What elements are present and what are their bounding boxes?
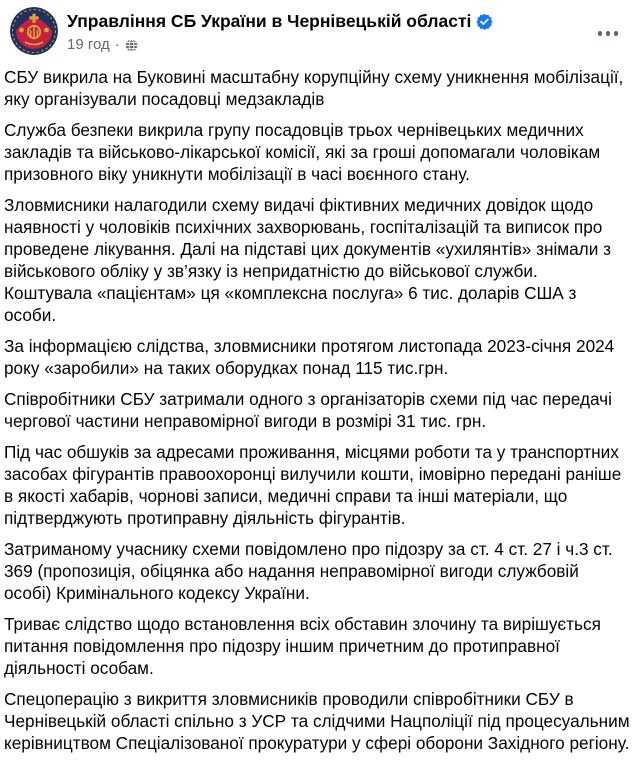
page-avatar[interactable] [10, 7, 58, 55]
post-header [0, 0, 638, 55]
post-paragraph: Співробітники СБУ затримали одного з організаторів схеми під час передачі чергової частини неправомірної вигоди в розмірі 31 тис. грн. [4, 389, 612, 431]
timestamp-link[interactable]: 19 год [67, 36, 110, 53]
page-name-link[interactable]: Управління СБ України в Чернівецькій області [67, 11, 472, 31]
meta-separator: · [114, 36, 120, 53]
more-options-icon [598, 31, 603, 36]
post-text [0, 55, 638, 764]
post-paragraph: Під час обшуків за адресами проживання, місцями роботи та у транспортних засобах фігурантів правоохоронці вилучили кошти, імовірно передані раніше в якості хабарів, чорнові записи, медичні справи та інші матеріали, що підтверджують протиправну діяльність фігурантів. [4, 442, 622, 528]
post-paragraph: СБУ викрила на Буковині масштабну корупційну схему уникнення мобілізації, яку організували посадовці медзакладів [4, 67, 624, 109]
post-paragraph: Триває слідство щодо встановлення всіх обставин злочину та вирішується питання повідомлення про підозру іншим причетним до протиправної діяльності особам. [4, 614, 601, 678]
post-paragraph: Затриманому учаснику схеми повідомлено про підозру за ст. 4 ст. 27 і ч.3 ст. 369 (пропозиція, обіцянка або надання неправомірної вигоди службовій особі) Кримінального кодексу України. [4, 539, 613, 603]
verified-badge-icon [476, 13, 493, 30]
more-options-button[interactable] [590, 23, 627, 44]
post-paragraph: Спецоперацію з викриття зловмисників проводили співробітники СБУ в Чернівецькій області спільно з УСР та слідчими Нацполіції під процесуальним керівництвом Спеціалізованої прокуратури у сфері оборони Західного регіону. [4, 689, 630, 753]
name-row [67, 10, 493, 33]
meta-row [67, 35, 493, 54]
post-paragraph: Служба безпеки викрила групу посадовців трьох чернівецьких медичних закладів та військово-лікарської комісії, які за гроші допомагали чоловікам призовного віку уникнути мобілізації в часі воєнного стану. [4, 120, 601, 184]
post-paragraph: Зловмисники налагодили схему видачі фіктивних медичних довідок щодо наявності у чоловіків психічних захворювань, госпіталізацій та виписок про проведене лікування. Далі на підставі цих документів «ухилянтів» знімали з військового обліку у зв’язку із непридатністю до військової служби. Коштувала «пацієнтам» ця «комплексна послуга» 6 тис. доларів США з особи. [4, 195, 611, 325]
header-info [67, 7, 493, 54]
post-paragraph: За інформацією слідства, зловмисники протягом листопада 2023-січня 2024 року «заробили» на таких оборудках понад 115 тис.грн. [4, 336, 615, 378]
sbu-emblem-icon [10, 7, 58, 55]
globe-privacy-icon [125, 39, 138, 52]
